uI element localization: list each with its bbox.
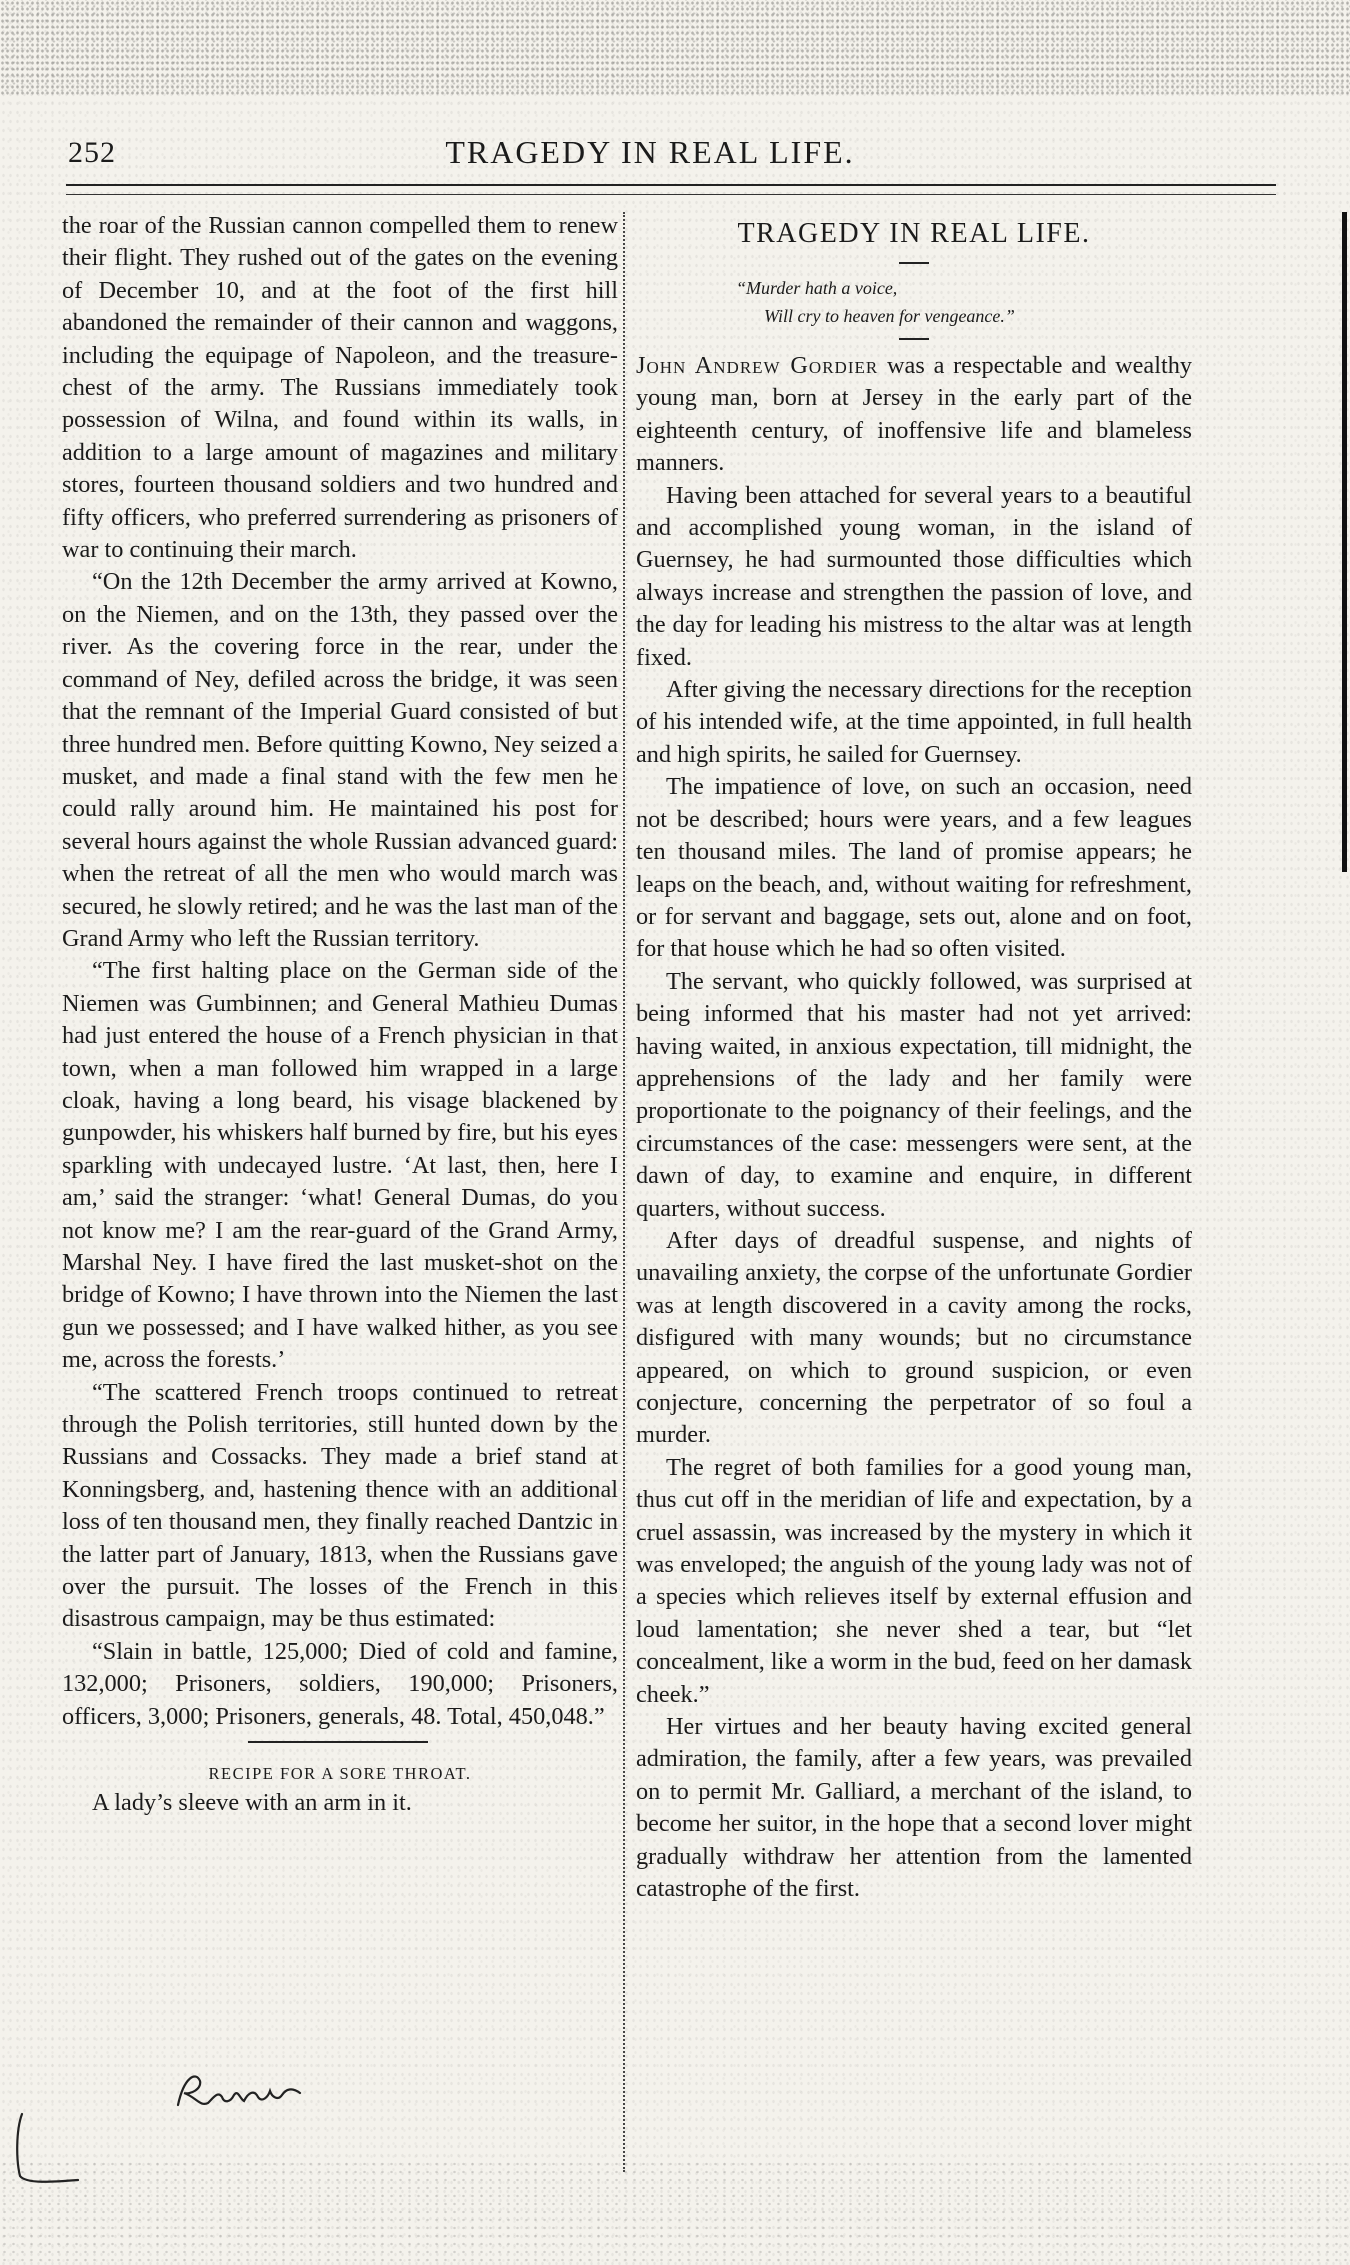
paragraph: “On the 12th December the army arrived at Kowno, on the Niemen, and on the 13th, they passed over the river. As the covering force in the rear, under the command of Ney, defiled across the bridge, it was seen that the remnant of the Imperial Guard consisted of but three hundred men. Before quitting Kowno, Ney seized a musket, and made a final stand with the few men he could rally around him. He maintained his post for several hours against the whole Russian advanced guard: when the retreat of all the men who would march was secured, he slowly retired; and he was the last man of the Grand Army who left the Russian territory.: [62, 568, 618, 952]
handwritten-signature: [174, 2067, 304, 2113]
paragraph: The impatience of love, on such an occasion, need not be described; hours were years, and a few leagues ten thousand miles. The land of promise appears; he leaps on the beach, and, without waiting for refreshment, or for servant and baggage, sets out, alone and on foot, for that house which he had so often visited.: [636, 773, 1192, 963]
paragraph: After giving the necessary directions for the reception of his intended wife, at the time appointed, in full health and high spirits, he sailed for Guernsey.: [636, 676, 1192, 768]
epigraph-line: Will cry to heaven for vengeance.”: [764, 306, 1015, 326]
paragraph: After days of dreadful suspense, and nights of unavailing anxiety, the corpse of the unfortunate Gordier was at length discovered in a cavity among the rocks, disfigured with many wounds; but no circumstance appeared, on which to ground suspicion, or even conjecture, concerning the perpetrator of so foul a murder.: [636, 1226, 1192, 1449]
epigraph: [636, 274, 1192, 330]
paragraph: “The first halting place on the German side of the Niemen was Gumbinnen; and General Mathieu Dumas had just entered the house of a French physician in that town, when a man followed him wrapped in a large cloak, having a long beard, his visage blackened by gunpowder, his whiskers half burned by fire, but his eyes sparkling with undecayed lustre. ‘At last, then, here I am,’ said the stranger: ‘what! General Dumas, do you not know me? I am the rear-guard of the Grand Army, Marshal Ney. I have fired the last musket-shot on the bridge of Kowno; I have thrown into the Niemen the last gun we possessed; and I have walked hither, as you see me, across the forests.’: [62, 957, 618, 1374]
scan-noise-top: [0, 0, 1350, 95]
scan-noise-bottom: [0, 2160, 1350, 2265]
recipe-title: RECIPE FOR A SORE THROAT.: [208, 1764, 472, 1784]
paragraph: Having been attached for several years to a beautiful and accomplished young woman, in the island of Guernsey, he had surmounted those difficulties which always increase and strengthen the passion of love, and the day for leading his mistress to the altar was at length fixed.: [636, 481, 1192, 671]
recipe-text: A lady’s sleeve with an arm in it.: [92, 1789, 412, 1817]
title-rule: [899, 262, 929, 264]
article-title: TRAGEDY IN REAL LIFE.: [737, 218, 1091, 249]
handwritten-bracket: [12, 2110, 82, 2190]
epigraph-rule: [899, 338, 929, 340]
paragraph: The servant, who quickly followed, was surprised at being informed that his master had not yet arrived: having waited, in anxious expectation, till midnight, the apprehensions of the lady and her family were proportionate to the poignancy of their feelings, and the circumstances of the case: messengers were sent, at the dawn of day, to examine and enquire, in different quarters, without success.: [636, 967, 1192, 1222]
paragraph: The regret of both families for a good young man, thus cut off in the meridian of life and expectation, by a cruel assassin, was increased by the mystery in which it was enveloped; the anguish of the young lady was not of a species which relieves itself by external effusion and loud lamentation; she never shed a tear, but “let concealment, like a worm in the bud, feed on her damask cheek.”: [636, 1453, 1192, 1708]
column-divider: [623, 212, 625, 2172]
header-rule: [66, 184, 1276, 195]
running-head: TRAGEDY IN REAL LIFE.: [445, 134, 855, 170]
page-number: 252: [68, 136, 116, 169]
paragraph: the roar of the Russian cannon compelled them to renew their flight. They rushed out of the gates on the evening of December 10, and at the foot of the first hill abandoned the remainder of their cannon and waggons, including the equipage of Napoleon, and the treasure-chest of the army. The Russians immediately took possession of Wilna, and found within its walls, in addition to a large amount of magazines and military stores, fourteen thousand soldiers and two hundred and fifty officers, who preferred surrendering as prisoners of war to continuing their march.: [62, 212, 618, 564]
section-rule: [248, 1741, 428, 1743]
epigraph-line: “Murder hath a voice,: [736, 278, 898, 298]
paragraph: “The scattered French troops continued to retreat through the Polish territories, still hunted down by the Russians and Cossacks. They made a brief stand at Konningsberg, and, hastening thence with an additional loss of ten thousand men, they finally reached Dantzic in the latter part of January, 1813, when the Russians gave over the pursuit. The losses of the French in this disastrous campaign, may be thus estimated:: [62, 1378, 618, 1633]
lead-name: John Andrew Gordier: [636, 352, 879, 379]
right-column: [636, 210, 1192, 1906]
lead-paragraph: [636, 350, 1192, 480]
paragraph: “Slain in battle, 125,000; Died of cold and famine, 132,000; Prisoners, soldiers, 190,000; Prisoners, officers, 3,000; Prisoners, generals, 48. Total, 450,048.”: [62, 1637, 618, 1730]
margin-mark: [1342, 212, 1347, 872]
paragraph: Her virtues and her beauty having excited general admiration, the family, after a few years, was prevailed on to permit Mr. Galliard, a merchant of the island, to become her suitor, in the hope that a second lover might gradually withdraw her attention from the lamented catastrophe of the first.: [636, 1713, 1192, 1903]
left-column: [62, 210, 618, 1820]
lead-text: was a respectable and wealthy young man, born at Jersey in the early part of the eighteenth century, of inoffensive life and blameless manners.: [636, 352, 1192, 477]
